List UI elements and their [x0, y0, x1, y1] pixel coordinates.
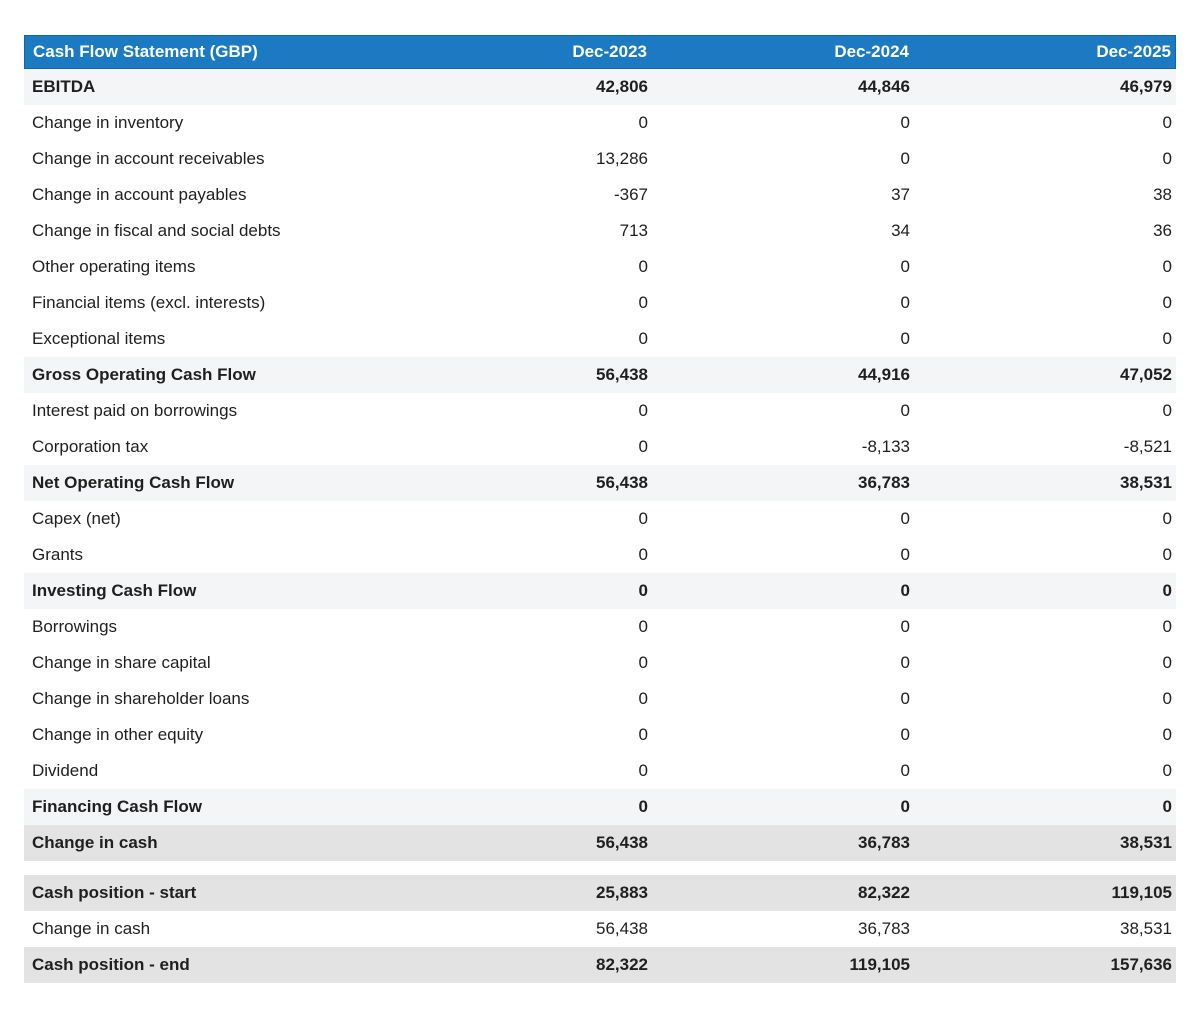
row-value-dec-2023: 13,286: [596, 149, 648, 168]
table-row: [24, 213, 1176, 249]
row-value-dec-2023: 0: [638, 113, 648, 132]
row-value-dec-2025: 0: [1162, 545, 1172, 564]
row-value-dec-2024: 0: [900, 149, 910, 168]
row-label: Grants: [32, 545, 84, 564]
table-row: [24, 875, 1176, 911]
row-value-dec-2025: 38,531: [1120, 833, 1172, 852]
row-value-dec-2023: 0: [638, 797, 648, 816]
row-label: Financial items (excl. interests): [32, 293, 266, 312]
row-label: Change in other equity: [32, 725, 204, 744]
row-value-dec-2025: 0: [1162, 329, 1172, 348]
table-row: [24, 69, 1176, 105]
column-header-dec-2024: Dec-2024: [834, 42, 909, 61]
row-value-dec-2025: -8,521: [1123, 437, 1172, 456]
row-value-dec-2025: 38,531: [1120, 919, 1172, 938]
column-header-dec-2023: Dec-2023: [572, 42, 647, 61]
row-value-dec-2023: 0: [638, 761, 648, 780]
row-value-dec-2024: 0: [900, 509, 910, 528]
row-label: Change in share capital: [32, 653, 211, 672]
row-value-dec-2025: 0: [1162, 113, 1172, 132]
table-row: [24, 429, 1176, 465]
table-title: Cash Flow Statement (GBP): [33, 42, 258, 61]
table-row: [24, 537, 1176, 573]
row-value-dec-2024: 34: [891, 221, 910, 240]
row-value-dec-2024: 0: [900, 293, 910, 312]
row-value-dec-2024: 36,783: [858, 473, 910, 492]
table-row: [24, 825, 1176, 861]
row-label: Borrowings: [32, 617, 118, 636]
row-value-dec-2024: 0: [900, 689, 910, 708]
row-value-dec-2025: 0: [1162, 617, 1172, 636]
row-value-dec-2023: 0: [638, 689, 648, 708]
row-label: Interest paid on borrowings: [32, 401, 238, 420]
row-value-dec-2024: -8,133: [861, 437, 910, 456]
row-value-dec-2025: 0: [1162, 725, 1172, 744]
row-value-dec-2025: 0: [1162, 581, 1172, 600]
row-label: Change in inventory: [32, 113, 184, 132]
row-value-dec-2025: 0: [1162, 761, 1172, 780]
row-label: Financing Cash Flow: [32, 797, 203, 816]
row-value-dec-2024: 0: [900, 725, 910, 744]
table-row: [24, 501, 1176, 537]
row-label: Dividend: [32, 761, 99, 780]
row-value-dec-2024: 36,783: [858, 833, 910, 852]
row-value-dec-2023: 42,806: [596, 77, 648, 96]
row-value-dec-2024: 119,105: [849, 955, 910, 974]
row-label: Cash position - end: [32, 955, 190, 974]
row-value-dec-2024: 0: [900, 617, 910, 636]
row-value-dec-2023: 0: [638, 653, 648, 672]
row-value-dec-2023: 0: [638, 725, 648, 744]
cash-flow-statement-table: [24, 35, 1176, 983]
row-label: EBITDA: [32, 77, 96, 96]
row-value-dec-2025: 38: [1153, 185, 1172, 204]
row-value-dec-2024: 44,846: [858, 77, 910, 96]
table-header-row: [24, 35, 1176, 69]
row-value-dec-2023: 56,438: [596, 365, 648, 384]
row-value-dec-2023: 0: [638, 329, 648, 348]
table-row: [24, 177, 1176, 213]
table-row: [24, 753, 1176, 789]
row-value-dec-2025: 0: [1162, 797, 1172, 816]
row-value-dec-2025: 0: [1162, 401, 1172, 420]
row-value-dec-2025: 119,105: [1111, 883, 1172, 902]
row-value-dec-2023: 56,438: [596, 919, 648, 938]
row-value-dec-2025: 0: [1162, 689, 1172, 708]
row-value-dec-2025: 0: [1162, 653, 1172, 672]
row-value-dec-2023: 0: [638, 617, 648, 636]
section-spacer: [24, 861, 1176, 875]
row-value-dec-2023: 0: [638, 293, 648, 312]
row-value-dec-2023: -367: [613, 185, 648, 204]
row-value-dec-2025: 47,052: [1120, 365, 1172, 384]
row-value-dec-2024: 82,322: [858, 883, 910, 902]
table-row: [24, 789, 1176, 825]
row-value-dec-2023: 0: [638, 437, 648, 456]
row-label: Net Operating Cash Flow: [32, 473, 235, 492]
row-value-dec-2025: 157,636: [1110, 955, 1172, 974]
row-value-dec-2023: 56,438: [596, 473, 648, 492]
row-label: Cash position - start: [32, 883, 197, 902]
table-row: [24, 141, 1176, 177]
row-value-dec-2024: 0: [900, 257, 910, 276]
row-value-dec-2025: 0: [1162, 257, 1172, 276]
table-row: [24, 321, 1176, 357]
row-value-dec-2024: 44,916: [858, 365, 910, 384]
table-row: [24, 717, 1176, 753]
row-value-dec-2024: 0: [900, 761, 910, 780]
row-value-dec-2023: 25,883: [596, 883, 648, 902]
row-value-dec-2025: 0: [1162, 509, 1172, 528]
row-value-dec-2025: 36: [1153, 221, 1172, 240]
row-value-dec-2024: 0: [900, 545, 910, 564]
row-label: Corporation tax: [32, 437, 149, 456]
row-value-dec-2023: 0: [638, 509, 648, 528]
table-row: [24, 357, 1176, 393]
row-value-dec-2025: 46,979: [1120, 77, 1172, 96]
row-value-dec-2023: 0: [638, 545, 648, 564]
table-row: [24, 609, 1176, 645]
row-value-dec-2023: 56,438: [596, 833, 648, 852]
row-value-dec-2024: 0: [900, 797, 910, 816]
row-label: Gross Operating Cash Flow: [32, 365, 256, 384]
row-label: Change in cash: [32, 919, 151, 938]
table-row: [24, 911, 1176, 947]
row-value-dec-2023: 0: [638, 257, 648, 276]
row-value-dec-2024: 0: [900, 113, 910, 132]
row-label: Change in cash: [32, 833, 158, 852]
row-value-dec-2025: 0: [1162, 293, 1172, 312]
table-row: [24, 249, 1176, 285]
row-label: Change in account payables: [32, 185, 247, 204]
table-row: [24, 681, 1176, 717]
row-value-dec-2023: 713: [619, 221, 648, 240]
table-row: [24, 393, 1176, 429]
row-value-dec-2023: 0: [638, 401, 648, 420]
main-rows-section: [24, 69, 1176, 861]
row-value-dec-2024: 0: [900, 581, 910, 600]
row-value-dec-2024: 0: [900, 653, 910, 672]
row-value-dec-2025: 0: [1162, 149, 1172, 168]
table-row: [24, 465, 1176, 501]
table-row: [24, 645, 1176, 681]
table-row: [24, 947, 1176, 983]
row-label: Change in shareholder loans: [32, 689, 250, 708]
table-row: [24, 285, 1176, 321]
row-value-dec-2024: 0: [900, 329, 910, 348]
row-label: Change in fiscal and social debts: [32, 221, 281, 240]
row-label: Investing Cash Flow: [32, 581, 197, 600]
row-value-dec-2024: 36,783: [858, 919, 910, 938]
row-label: Change in account receivables: [32, 149, 265, 168]
row-value-dec-2024: 37: [891, 185, 910, 204]
row-label: Exceptional items: [32, 329, 166, 348]
row-value-dec-2023: 82,322: [596, 955, 648, 974]
cash-position-section: [24, 875, 1176, 983]
row-value-dec-2025: 38,531: [1120, 473, 1172, 492]
row-value-dec-2024: 0: [900, 401, 910, 420]
row-value-dec-2023: 0: [638, 581, 648, 600]
row-label: Other operating items: [32, 257, 196, 276]
column-header-dec-2025: Dec-2025: [1096, 42, 1171, 61]
row-label: Capex (net): [32, 509, 121, 528]
table-row: [24, 105, 1176, 141]
table-row: [24, 573, 1176, 609]
